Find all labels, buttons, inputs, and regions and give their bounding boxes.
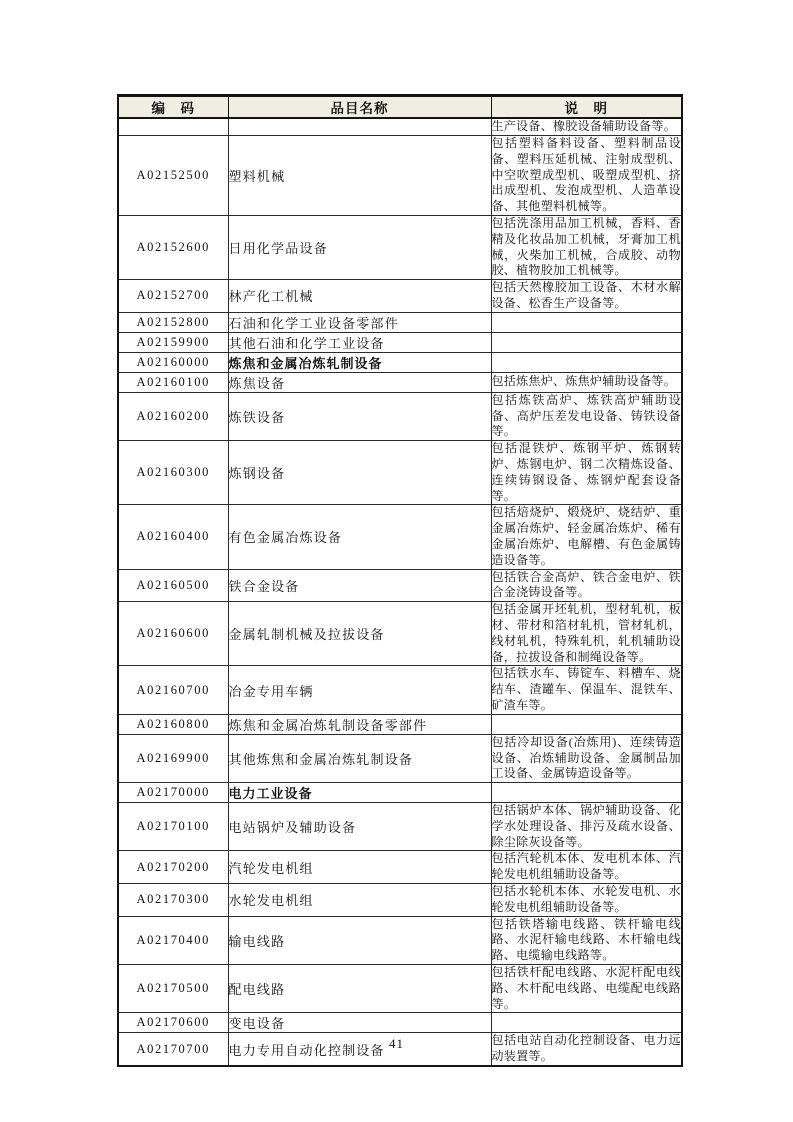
table-row [118, 803, 682, 851]
description-cell: 包括汽轮机本体、发电机本体、汽轮发电机组辅助设备等。 [491, 851, 682, 884]
item-name-cell: 日用化学品设备 [228, 215, 491, 279]
table-row [118, 505, 682, 569]
code-cell: A02169900 [118, 734, 228, 782]
code-cell: A02170100 [118, 803, 228, 851]
item-name-cell: 炼焦和金属冶炼轧制设备零部件 [228, 714, 491, 734]
description-cell: 包括混铁炉、炼钢平炉、炼钢转炉、炼钢电炉、钢二次精炼设备、连续铸钢设备、炼钢炉配套设备等。 [491, 441, 682, 505]
code-cell: A02170400 [118, 916, 228, 964]
item-name-cell: 炼焦设备 [228, 372, 491, 392]
code-cell: A02170300 [118, 884, 228, 917]
table-row [118, 569, 682, 602]
table-row [118, 916, 682, 964]
item-name-cell: 塑料机械 [228, 136, 491, 216]
description-cell [491, 783, 682, 803]
category-row [118, 783, 682, 803]
code-cell: A02170500 [118, 965, 228, 1013]
description-cell: 包括塑料备料设备、塑料制品设备、塑料压延机械、注射成型机、中空吹塑成型机、吸塑成型机、挤出成型机、发泡成型机、人造革设备、其他塑料机械等。 [491, 136, 682, 216]
code-cell: A02170700 [118, 1033, 228, 1066]
description-cell: 包括焙烧炉、煅烧炉、烧结炉、重金属冶炼炉、轻金属冶炼炉、稀有金属冶炼炉、电解槽、有色金属铸造设备等。 [491, 505, 682, 569]
description-cell: 包括洗涤用品加工机械，香料、香精及化妆品加工机械，牙膏加工机械，火柴加工机械，合成胶、动物胶、植物胶加工机械等。 [491, 215, 682, 279]
description-cell [491, 312, 682, 332]
item-name-cell: 炼铁设备 [228, 392, 491, 440]
code-cell: A02160300 [118, 441, 228, 505]
description-cell: 包括电站自动化控制设备、电力远动装置等。 [491, 1033, 682, 1066]
table-row [118, 312, 682, 332]
item-name-cell: 变电设备 [228, 1013, 491, 1033]
item-name-cell: 林产化工机械 [228, 280, 491, 313]
table-row [118, 965, 682, 1013]
header-item-name: 品目名称 [228, 96, 491, 119]
classification-table [117, 94, 683, 1067]
code-cell: A02152700 [118, 280, 228, 313]
item-name-cell [228, 118, 491, 136]
description-cell: 包括天然橡胶加工设备、木材水解设备、松香生产设备等。 [491, 280, 682, 313]
code-cell: A02160600 [118, 602, 228, 666]
item-name-cell: 其他炼焦和金属冶炼轧制设备 [228, 734, 491, 782]
description-cell: 包括铁水车、铸锭车、料槽车、烧结车、渣罐车、保温车、混铁车、矿渣车等。 [491, 666, 682, 714]
description-cell [491, 714, 682, 734]
table-row [118, 602, 682, 666]
item-name-cell: 炼焦和金属冶炼轧制设备 [228, 352, 491, 372]
item-name-cell: 铁合金设备 [228, 569, 491, 602]
table-row [118, 884, 682, 917]
item-name-cell: 电力专用自动化控制设备 [228, 1033, 491, 1066]
header-code: 编 码 [118, 96, 228, 119]
table-row [118, 1013, 682, 1033]
code-cell: A02152600 [118, 215, 228, 279]
table-row [118, 136, 682, 216]
item-name-cell: 冶金专用车辆 [228, 666, 491, 714]
table-row [118, 441, 682, 505]
code-cell: A02170200 [118, 851, 228, 884]
description-cell: 包括金属开坯轧机，型材轧机，板材、带材和箔材轧机，管材轧机，线材轧机，特殊轧机，轧机辅助设备，拉拔设备和制绳设备等。 [491, 602, 682, 666]
code-cell: A02160200 [118, 392, 228, 440]
item-name-cell: 金属轧制机械及拉拔设备 [228, 602, 491, 666]
description-cell: 包括铁合金高炉、铁合金电炉、铁合金浇铸设备等。 [491, 569, 682, 602]
description-cell [491, 352, 682, 372]
table-row [118, 332, 682, 352]
code-cell: A02152800 [118, 312, 228, 332]
description-cell: 包括炼焦炉、炼焦炉辅助设备等。 [491, 372, 682, 392]
table-row [118, 734, 682, 782]
table-header-row [118, 96, 682, 119]
category-row [118, 352, 682, 372]
table-body [118, 118, 682, 1066]
page-number: 41 [389, 1036, 404, 1051]
code-cell: A02159900 [118, 332, 228, 352]
item-name-cell: 配电线路 [228, 965, 491, 1013]
item-name-cell: 有色金属冶炼设备 [228, 505, 491, 569]
table-row [118, 666, 682, 714]
item-name-cell: 输电线路 [228, 916, 491, 964]
item-name-cell: 电站锅炉及辅助设备 [228, 803, 491, 851]
description-cell: 包括铁塔输电线路、铁杆输电线路、水泥杆输电线路、木杆输电线路、电缆输电线路等。 [491, 916, 682, 964]
table-row [118, 851, 682, 884]
item-name-cell: 其他石油和化学工业设备 [228, 332, 491, 352]
description-cell: 包括水轮机本体、水轮发电机、水轮发电机组辅助设备等。 [491, 884, 682, 917]
code-cell: A02170600 [118, 1013, 228, 1033]
header-description: 说 明 [491, 96, 682, 119]
table-row [118, 392, 682, 440]
table-row [118, 280, 682, 313]
description-cell [491, 1013, 682, 1033]
table-row [118, 372, 682, 392]
description-cell [491, 332, 682, 352]
code-cell: A02170000 [118, 783, 228, 803]
table-row [118, 215, 682, 279]
code-cell: A02160800 [118, 714, 228, 734]
code-cell: A02160000 [118, 352, 228, 372]
code-cell: A02160700 [118, 666, 228, 714]
code-cell [118, 118, 228, 136]
table-row [118, 714, 682, 734]
code-cell: A02152500 [118, 136, 228, 216]
code-cell: A02160100 [118, 372, 228, 392]
item-name-cell: 石油和化学工业设备零部件 [228, 312, 491, 332]
code-cell: A02160400 [118, 505, 228, 569]
table-row [118, 118, 682, 136]
item-name-cell: 汽轮发电机组 [228, 851, 491, 884]
description-cell: 生产设备、橡胶设备辅助设备等。 [491, 118, 682, 136]
description-cell: 包括铁杆配电线路、水泥杆配电线路、木杆配电线路、电缆配电线路等。 [491, 965, 682, 1013]
description-cell: 包括炼铁高炉、炼铁高炉辅助设备、高炉压差发电设备、铸铁设备等。 [491, 392, 682, 440]
item-name-cell: 水轮发电机组 [228, 884, 491, 917]
description-cell: 包括锅炉本体、锅炉辅助设备、化学水处理设备、排污及疏水设备、除尘除灰设备等。 [491, 803, 682, 851]
item-name-cell: 电力工业设备 [228, 783, 491, 803]
code-cell: A02160500 [118, 569, 228, 602]
description-cell: 包括冷却设备(冶炼用)、连续铸造设备、冶炼辅助设备、金属制品加工设备、金属铸造设备等。 [491, 734, 682, 782]
item-name-cell: 炼钢设备 [228, 441, 491, 505]
